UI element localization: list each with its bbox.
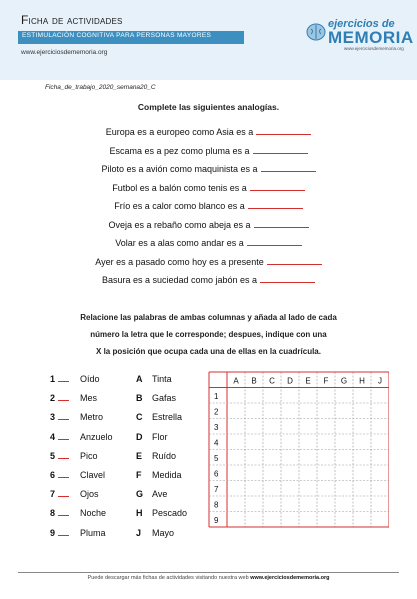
analogy-text: Frío es a calor como blanco es a	[114, 201, 245, 211]
answer-blank[interactable]	[253, 147, 308, 154]
analogy-item	[0, 220, 417, 230]
grid-col-label: G	[340, 376, 348, 386]
grid-col-label: D	[287, 376, 293, 386]
answer-blank[interactable]	[260, 276, 315, 283]
left-word: Pico	[80, 450, 98, 461]
header-url: www.ejerciciosdememoria.org	[21, 49, 108, 56]
letter-blank[interactable]	[58, 375, 69, 382]
analogy-item	[0, 238, 417, 248]
match-row	[0, 528, 205, 542]
instruction-line: X la posición que ocupa cada una de ellas en la cuadrícula.	[96, 347, 321, 356]
option-letter: G	[136, 489, 144, 500]
match-row	[0, 489, 205, 503]
answer-grid-svg	[207, 370, 389, 528]
right-word: Pescado	[152, 508, 188, 519]
answer-blank[interactable]	[248, 202, 303, 209]
analogy-text: Volar es a alas como andar es a	[115, 238, 244, 248]
right-word: Ruído	[152, 450, 177, 461]
answer-blank[interactable]	[261, 165, 316, 172]
grid-row-label: 8	[214, 500, 219, 510]
analogy-text: Basura es a suciedad como jabón es a	[101, 275, 258, 285]
grid-col-label: E	[305, 376, 311, 386]
option-letter: D	[136, 431, 143, 442]
option-letter: F	[136, 470, 142, 480]
analogy-text: Oveja es a rebaño como abeja es a	[108, 219, 251, 230]
right-word: Ave	[152, 489, 168, 500]
left-word: Mes	[80, 393, 98, 404]
analogy-item	[0, 275, 417, 285]
grid-row-label: 9	[214, 516, 219, 525]
footer	[0, 575, 417, 581]
option-letter: H	[136, 508, 143, 519]
grid-col-label: C	[269, 376, 275, 386]
answer-blank[interactable]	[256, 128, 311, 135]
match-row	[0, 374, 205, 388]
analogy-item	[0, 183, 417, 193]
letter-blank[interactable]	[58, 394, 69, 401]
footer-text: Puede descargar más fichas de actividades visitando nuestra web	[87, 575, 249, 581]
grid-row-label: 7	[214, 485, 219, 494]
grid-col-label: F	[323, 376, 329, 386]
match-row	[0, 432, 205, 446]
left-word: Noche	[80, 508, 107, 519]
analogy-item	[0, 201, 417, 211]
left-word: Clavel	[80, 470, 106, 480]
logo-main-text: MEMORIA	[328, 28, 414, 47]
letter-blank[interactable]	[58, 433, 69, 440]
item-number: 5	[50, 451, 69, 461]
letter-blank[interactable]	[58, 529, 69, 536]
right-word: Tinta	[152, 374, 172, 384]
left-word: Ojos	[80, 489, 99, 500]
analogy-text: Ayer es a pasado como hoy es a presente	[95, 256, 264, 267]
instruction-line: número la letra que le corresponde; despues, indique con una	[90, 330, 327, 339]
letter-blank[interactable]	[58, 509, 69, 516]
option-letter: A	[136, 374, 143, 384]
letter-blank[interactable]	[58, 452, 69, 459]
analogy-item	[0, 146, 417, 156]
left-word: Metro	[80, 412, 104, 423]
grid-row-label: 4	[214, 438, 219, 448]
grid-row-label: 3	[214, 423, 219, 432]
option-letter: B	[136, 393, 143, 404]
worksheet-code: Ficha_de_trabajo_2020_semana20_C	[45, 84, 156, 91]
footer-divider	[18, 572, 399, 573]
item-number: 3	[50, 412, 69, 422]
logo-url: www.ejerciciosdememoria.org	[344, 46, 404, 51]
grid-col-label: H	[359, 376, 365, 386]
grid-row-label: 6	[214, 469, 219, 479]
grid-row-label: 2	[214, 407, 219, 417]
section1-title: Complete las siguientes analogías.	[137, 102, 280, 112]
option-letter: J	[136, 527, 142, 538]
match-row	[0, 470, 205, 484]
left-word: Oído	[80, 374, 100, 384]
analogy-text: Escama es a pez como pluma es a	[109, 145, 250, 156]
header-title: Ficha de actividades	[21, 13, 123, 27]
answer-grid	[207, 370, 389, 528]
letter-blank[interactable]	[58, 490, 69, 497]
right-word: Medida	[152, 470, 182, 480]
item-number: 1	[50, 374, 69, 384]
analogy-text: Piloto es a avión como maquinista es a	[101, 164, 258, 174]
grid-row-label: 5	[214, 454, 219, 463]
page-header	[0, 0, 417, 80]
answer-blank[interactable]	[267, 258, 322, 265]
item-number: 8	[50, 508, 69, 518]
item-number: 4	[50, 432, 69, 442]
item-number: 9	[50, 528, 69, 538]
match-row	[0, 393, 205, 407]
right-word: Estrella	[152, 412, 183, 423]
item-number: 2	[50, 393, 69, 403]
left-word: Anzuelo	[80, 431, 113, 442]
item-number: 7	[50, 489, 69, 499]
analogy-item	[0, 164, 417, 174]
grid-col-label: J	[378, 376, 382, 386]
answer-blank[interactable]	[254, 221, 309, 228]
header-band-text: ESTIMULACIÓN COGNITIVA PARA PERSONAS MAYORES	[22, 32, 212, 39]
instruction-line: Relacione las palabras de ambas columnas y añada al lado de cada	[80, 313, 337, 322]
option-letter: C	[136, 412, 143, 423]
header-band	[18, 31, 244, 44]
right-word: Flor	[152, 431, 168, 442]
site-logo	[306, 18, 414, 52]
right-word: Mayo	[152, 527, 175, 538]
match-row	[0, 412, 205, 426]
analogy-text: Europa es a europeo como Asia es a	[105, 127, 254, 137]
analogy-item	[0, 127, 417, 137]
grid-col-label: B	[251, 376, 257, 386]
match-row	[0, 508, 205, 522]
grid-col-label: A	[233, 376, 239, 386]
right-word: Gafas	[152, 393, 177, 404]
letter-blank[interactable]	[58, 413, 69, 420]
brain-icon	[306, 22, 326, 42]
left-word: Pluma	[80, 527, 106, 538]
analogy-item	[0, 257, 417, 267]
answer-blank[interactable]	[247, 239, 302, 246]
item-number: 6	[50, 470, 69, 480]
match-row	[0, 451, 205, 465]
logo-top-text: ejercicios de	[328, 18, 395, 30]
answer-blank[interactable]	[250, 184, 305, 191]
analogy-text: Futbol es a balón como tenis es a	[112, 182, 247, 193]
letter-blank[interactable]	[58, 471, 69, 478]
option-letter: E	[136, 450, 143, 461]
grid-row-label: 1	[214, 392, 219, 401]
footer-url: www.ejerciciosdememoria.org	[250, 575, 330, 581]
